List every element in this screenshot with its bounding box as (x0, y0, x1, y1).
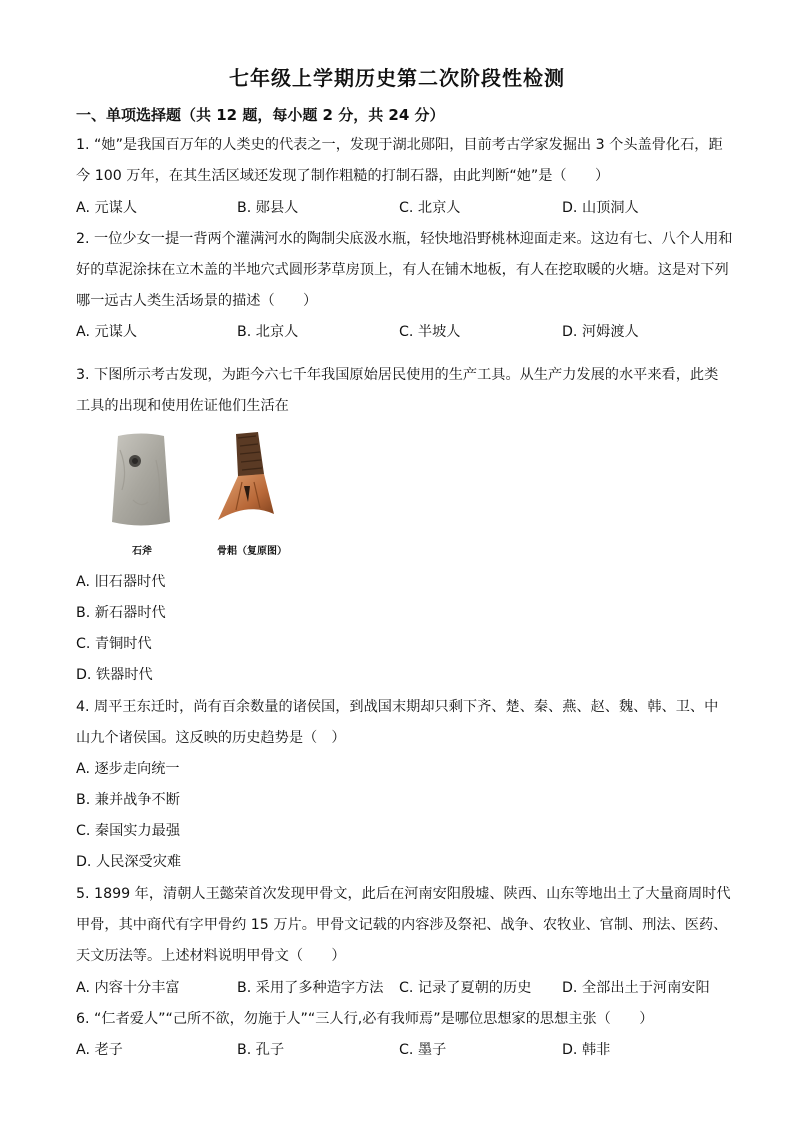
question-5-option-a[interactable]: A. 内容十分丰富 (76, 980, 180, 996)
question-4-option-b[interactable]: B. 兼并战争不断 (76, 792, 180, 808)
question-1-option-c[interactable]: C. 北京人 (399, 200, 461, 216)
question-5-option-b[interactable]: B. 采用了多种造字方法 (237, 980, 384, 996)
question-6-option-c[interactable]: C. 墨子 (399, 1042, 447, 1058)
question-4-line-1: 4. 周平王东迁时，尚有百余数量的诸侯国，到战国末期却只剩下齐、楚、秦、燕、赵、魏、韩、卫、中 (76, 699, 719, 715)
question-4-option-a[interactable]: A. 逐步走向统一 (76, 761, 180, 777)
question-6-option-a[interactable]: A. 老子 (76, 1042, 123, 1058)
question-1-option-b[interactable]: B. 郧县人 (237, 200, 299, 216)
question-6-line-1: 6. “仁者爱人”“己所不欲，勿施于人”“三人行,必有我师焉”是哪位思想家的思想主张（ ） (76, 1011, 654, 1027)
question-4-option-c[interactable]: C. 秦国实力最强 (76, 823, 181, 839)
section-heading: 一、单项选择题（共 12 题，每小题 2 分，共 24 分） (76, 106, 445, 124)
stone-axe-image (108, 430, 174, 530)
question-3-option-a[interactable]: A. 旧石器时代 (76, 574, 166, 590)
question-2-option-c[interactable]: C. 半坡人 (399, 324, 461, 340)
question-2-line-3: 哪一远古人类生活场景的描述（ ） (76, 293, 318, 309)
bone-spade-image (208, 430, 282, 530)
question-5-line-3: 天文历法等。上述材料说明甲骨文（ ） (76, 948, 346, 964)
question-6-option-d[interactable]: D. 韩非 (562, 1042, 611, 1058)
question-3-line-2: 工具的出现和使用佐证他们生活在 (76, 398, 289, 414)
question-4-line-2: 山九个诸侯国。这反映的历史趋势是（ ） (76, 730, 346, 746)
question-4-option-d[interactable]: D. 人民深受灾难 (76, 854, 182, 870)
question-1-option-a[interactable]: A. 元谋人 (76, 200, 138, 216)
question-5-line-2: 甲骨，其中商代有字甲骨约 15 万片。甲骨文记载的内容涉及祭祀、战争、农牧业、官制、刑法、医药、 (76, 917, 728, 933)
question-3-option-c[interactable]: C. 青铜时代 (76, 636, 152, 652)
question-1-line-1: 1. “她”是我国百万年的人类史的代表之一，发现于湖北郧阳，目前考古学家发掘出 3 个头盖骨化石，距 (76, 137, 723, 153)
question-3-option-b[interactable]: B. 新石器时代 (76, 605, 166, 621)
question-6-option-b[interactable]: B. 孔子 (237, 1042, 285, 1058)
question-2-line-2: 好的草泥涂抹在立木盖的半地穴式圆形茅草房顶上，有人在铺木地板，有人在挖取暖的火塘。这是对下列 (76, 262, 729, 278)
question-2-option-b[interactable]: B. 北京人 (237, 324, 299, 340)
stone-axe-caption: 石斧 (132, 546, 152, 557)
question-2-option-d[interactable]: D. 河姆渡人 (562, 324, 639, 340)
question-5-line-1: 5. 1899 年，清朝人王懿荣首次发现甲骨文，此后在河南安阳殷墟、陕西、山东等地出土了大量商周时代 (76, 886, 731, 902)
question-2-line-1: 2. 一位少女一提一背两个灌满河水的陶制尖底汲水瓶，轻快地沿野桃林迎面走来。这边有七、八个人用和 (76, 231, 733, 247)
page-title: 七年级上学期历史第二次阶段性检测 (229, 66, 565, 90)
question-1-line-2: 今 100 万年，在其生活区域还发现了制作粗糙的打制石器，由此判断“她”是（ ） (76, 168, 610, 184)
question-5-option-c[interactable]: C. 记录了夏朝的历史 (399, 980, 532, 996)
question-3-option-d[interactable]: D. 铁器时代 (76, 667, 153, 683)
question-1-option-d[interactable]: D. 山顶洞人 (562, 200, 639, 216)
question-3-line-1: 3. 下图所示考古发现，为距今六七千年我国原始居民使用的生产工具。从生产力发展的水平来看，此类 (76, 367, 719, 383)
question-5-option-d[interactable]: D. 全部出土于河南安阳 (562, 980, 710, 996)
bone-spade-caption: 骨耜（复原图） (217, 546, 287, 557)
question-2-option-a[interactable]: A. 元谋人 (76, 324, 138, 340)
